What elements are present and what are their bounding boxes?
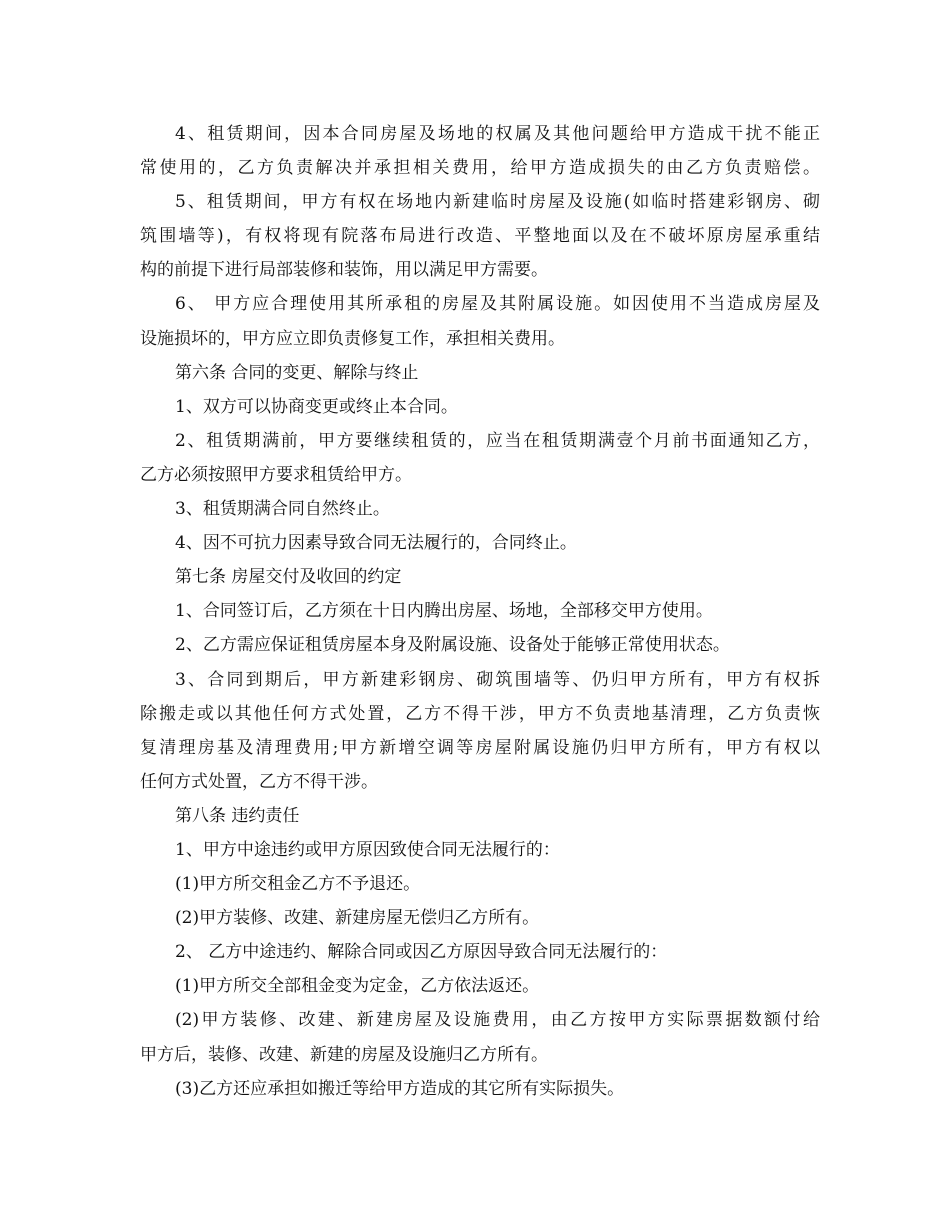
paragraph-line: 1、合同签订后，乙方须在十日内腾出房屋、场地，全部移交甲方使用。 — [175, 601, 713, 622]
paragraph-line: 筑围墙等)，有权将现有院落布局进行改造、平整地面以及在不破坏原房屋承重结 — [140, 226, 820, 247]
paragraph-line: 3、租赁期满合同自然终止。 — [175, 499, 390, 520]
paragraph-line: 1、双方可以协商变更或终止本合同。 — [175, 396, 458, 417]
paragraph-line: 5、租赁期间，甲方有权在场地内新建临时房屋及设施(如临时搭建彩钢房、砌 — [175, 192, 820, 213]
section-heading: 第八条 违约责任 — [175, 805, 300, 826]
paragraph-line: 4、因不可抗力因素导致合同无法履行的，合同终止。 — [175, 533, 577, 554]
paragraph-line: 除搬走或以其他任何方式处置，乙方不得干涉，甲方不负责地基清理，乙方负责恢 — [140, 703, 820, 724]
paragraph-line: (3)乙方还应承担如搬迁等给甲方造成的其它所有实际损失。 — [175, 1078, 625, 1099]
paragraph-line: 复清理房基及清理费用;甲方新增空调等房屋附属设施仍归甲方所有，甲方有权以 — [140, 737, 820, 758]
paragraph-line: 3、合同到期后，甲方新建彩钢房、砌筑围墙等、仍归甲方所有，甲方有权拆 — [175, 669, 820, 690]
paragraph-line: (1)甲方所交租金乙方不予退还。 — [175, 874, 421, 895]
paragraph-line: 4、租赁期间，因本合同房屋及场地的权属及其他问题给甲方造成干扰不能正 — [175, 124, 820, 144]
paragraph-line: 任何方式处置，乙方不得干涉。 — [140, 771, 378, 792]
paragraph-line: 2、 乙方中途违约、解除合同或因乙方原因导致合同无法履行的： — [175, 942, 668, 963]
paragraph-line: 乙方必须按照甲方要求租赁给甲方。 — [140, 464, 412, 485]
section-heading: 第七条 房屋交付及收回的约定 — [175, 567, 402, 588]
paragraph-line: 2、租赁期满前，甲方要继续租赁的，应当在租赁期满壹个月前书面通知乙方， — [175, 430, 820, 451]
section-heading: 第六条 合同的变更、解除与终止 — [175, 362, 419, 383]
paragraph-line: (2)甲方装修、改建、新建房屋无偿归乙方所有。 — [175, 908, 540, 929]
paragraph-line: 构的前提下进行局部装修和装饰，用以满足甲方需要。 — [140, 260, 548, 281]
paragraph-line: 常使用的，乙方负责解决并承担相关费用，给甲方造成损失的由乙方负责赔偿。 — [140, 158, 820, 179]
paragraph-line: 2、乙方需应保证租赁房屋本身及附属设施、设备处于能够正常使用状态。 — [175, 635, 730, 656]
paragraph-line: 甲方后，装修、改建、新建的房屋及设施归乙方所有。 — [140, 1044, 548, 1065]
paragraph-line: (2)甲方装修、改建、新建房屋及设施费用，由乙方按甲方实际票据数额付给 — [175, 1010, 820, 1031]
paragraph-line: 1、甲方中途违约或甲方原因致使合同无法履行的： — [175, 839, 560, 860]
paragraph-line: (1)甲方所交全部租金变为定金，乙方依法返还。 — [175, 976, 540, 997]
paragraph-line: 6、 甲方应合理使用其所承租的房屋及其附属设施。如因使用不当造成房屋及 — [175, 294, 820, 315]
document-body — [140, 117, 820, 1106]
paragraph-line: 设施损坏的，甲方应立即负责修复工作，承担相关费用。 — [140, 328, 565, 349]
